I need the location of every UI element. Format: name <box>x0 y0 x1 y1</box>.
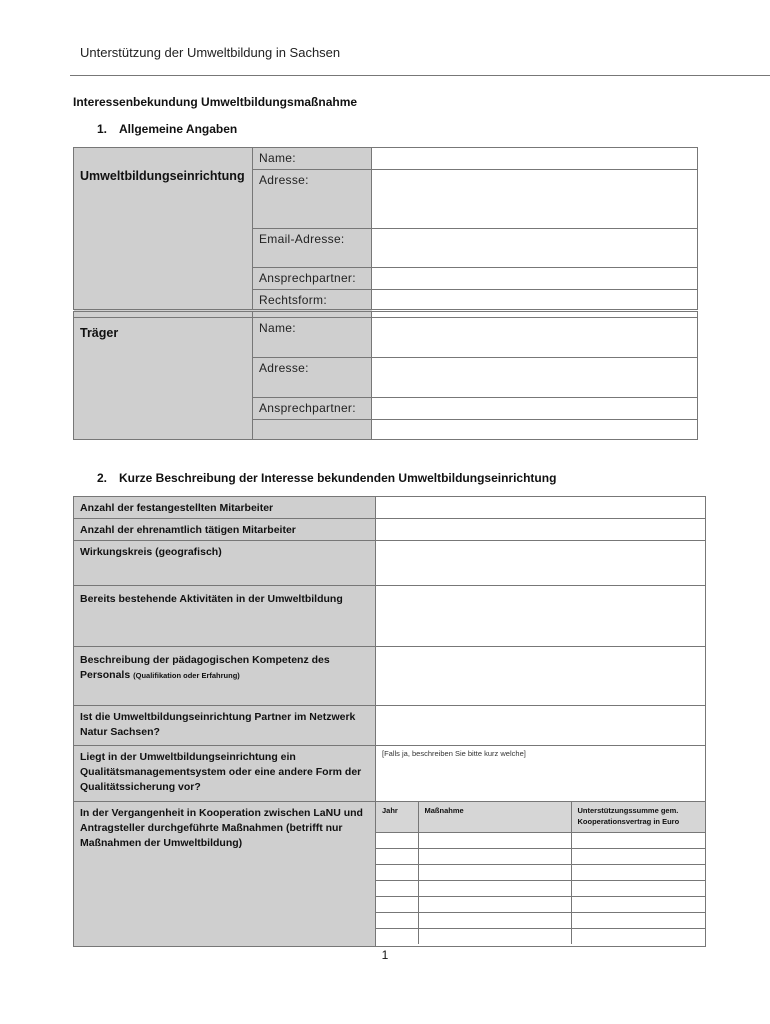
kooperation-table-cell <box>376 802 706 947</box>
netzwerk-label: Ist die Umweltbildungseinrichtung Partner im Netzwerk Natur Sachsen? <box>74 706 376 746</box>
coop-summe-cell[interactable] <box>571 897 706 913</box>
einrichtung-ansprechpartner-field[interactable] <box>372 268 698 290</box>
col-massnahme: Maßnahme <box>418 802 571 833</box>
table-separator <box>74 311 698 318</box>
table-row <box>376 897 706 913</box>
section2-heading <box>97 471 556 485</box>
coop-summe-cell[interactable] <box>571 849 706 865</box>
table-row <box>376 865 706 881</box>
table-row <box>376 833 706 849</box>
coop-jahr-cell[interactable] <box>376 833 418 849</box>
coop-summe-cell[interactable] <box>571 929 706 945</box>
coop-massnahme-cell[interactable] <box>418 929 571 945</box>
coop-massnahme-cell[interactable] <box>418 913 571 929</box>
col-summe: Unterstützungssumme gem. Kooperationsvertrag in Euro <box>571 802 706 833</box>
coop-massnahme-cell[interactable] <box>418 897 571 913</box>
page-header: Unterstützung der Umweltbildung in Sachsen <box>80 45 341 60</box>
festangestellte-label: Anzahl der festangestellten Mitarbeiter <box>74 497 376 519</box>
kompetenz-cell <box>74 647 376 706</box>
wirkungskreis-label: Wirkungskreis (geografisch) <box>74 541 376 586</box>
section2-title: Kurze Beschreibung der Interesse bekundenden Umweltbildungseinrichtung <box>119 471 557 485</box>
coop-summe-cell[interactable] <box>571 881 706 897</box>
col-jahr: Jahr <box>376 802 418 833</box>
einrichtung-adresse-label: Adresse: <box>253 170 372 229</box>
einrichtung-name-label: Name: <box>253 148 372 170</box>
kompetenz-label: Beschreibung der pädagogischen Kompetenz des Personals <box>80 654 330 681</box>
section1-number: 1. <box>97 122 108 136</box>
qualitaet-label: Liegt in der Umweltbildungseinrichtung ein Qualitätsmanagementsystem oder eine andere Form der Qualitätssicherung vor? <box>74 746 376 802</box>
wirkungskreis-field[interactable] <box>376 541 706 586</box>
einrichtung-email-field[interactable] <box>372 229 698 268</box>
table-row <box>376 929 706 945</box>
description-table <box>73 496 706 947</box>
table-row <box>376 849 706 865</box>
section1-heading <box>97 122 237 136</box>
einrichtung-name-field[interactable] <box>372 148 698 170</box>
document-title: Interessenbekundung Umweltbildungsmaßnahme <box>73 95 358 109</box>
einrichtung-adresse-field[interactable] <box>372 170 698 229</box>
einrichtung-rechtsform-field[interactable] <box>372 290 698 311</box>
kompetenz-note: (Qualifikation oder Erfahrung) <box>133 671 240 680</box>
einrichtung-label: Umweltbildungseinrichtung <box>74 148 253 311</box>
table-row <box>376 881 706 897</box>
coop-jahr-cell[interactable] <box>376 865 418 881</box>
coop-summe-cell[interactable] <box>571 865 706 881</box>
netzwerk-field[interactable] <box>376 706 706 746</box>
section1-title: Allgemeine Angaben <box>119 122 238 136</box>
traeger-ansprechpartner-label: Ansprechpartner: <box>253 398 372 420</box>
table-row <box>376 913 706 929</box>
aktivitaeten-label: Bereits bestehende Aktivitäten in der Umweltbildung <box>74 586 376 647</box>
coop-massnahme-cell[interactable] <box>418 881 571 897</box>
traeger-name-label: Name: <box>253 318 372 358</box>
page-number: 1 <box>381 948 389 962</box>
einrichtung-ansprechpartner-label: Ansprechpartner: <box>253 268 372 290</box>
einrichtung-email-label: Email-Adresse: <box>253 229 372 268</box>
traeger-extra-field[interactable] <box>372 420 698 440</box>
coop-jahr-cell[interactable] <box>376 913 418 929</box>
coop-massnahme-cell[interactable] <box>418 833 571 849</box>
coop-jahr-cell[interactable] <box>376 929 418 945</box>
kooperation-table <box>376 802 706 944</box>
section2-number: 2. <box>97 471 108 485</box>
einrichtung-rechtsform-label: Rechtsform: <box>253 290 372 311</box>
traeger-adresse-field[interactable] <box>372 358 698 398</box>
ehrenamtlich-label: Anzahl der ehrenamtlich tätigen Mitarbeiter <box>74 519 376 541</box>
coop-summe-cell[interactable] <box>571 833 706 849</box>
festangestellte-field[interactable] <box>376 497 706 519</box>
header-divider <box>70 75 770 76</box>
coop-jahr-cell[interactable] <box>376 881 418 897</box>
coop-summe-cell[interactable] <box>571 913 706 929</box>
coop-massnahme-cell[interactable] <box>418 849 571 865</box>
traeger-name-field[interactable] <box>372 318 698 358</box>
traeger-label: Träger <box>74 318 253 440</box>
general-info-table <box>73 147 698 440</box>
coop-jahr-cell[interactable] <box>376 897 418 913</box>
aktivitaeten-field[interactable] <box>376 586 706 647</box>
coop-jahr-cell[interactable] <box>376 849 418 865</box>
kompetenz-field[interactable] <box>376 647 706 706</box>
traeger-extra-label <box>253 420 372 440</box>
qualitaet-field[interactable]: [Falls ja, beschreiben Sie bitte kurz welche] <box>376 746 706 802</box>
ehrenamtlich-field[interactable] <box>376 519 706 541</box>
coop-massnahme-cell[interactable] <box>418 865 571 881</box>
traeger-ansprechpartner-field[interactable] <box>372 398 698 420</box>
kooperation-label: In der Vergangenheit in Kooperation zwischen LaNU und Antragsteller durchgeführte Maßnahmen (betrifft nur Maßnahmen der Umweltbildung) <box>74 802 376 947</box>
traeger-adresse-label: Adresse: <box>253 358 372 398</box>
